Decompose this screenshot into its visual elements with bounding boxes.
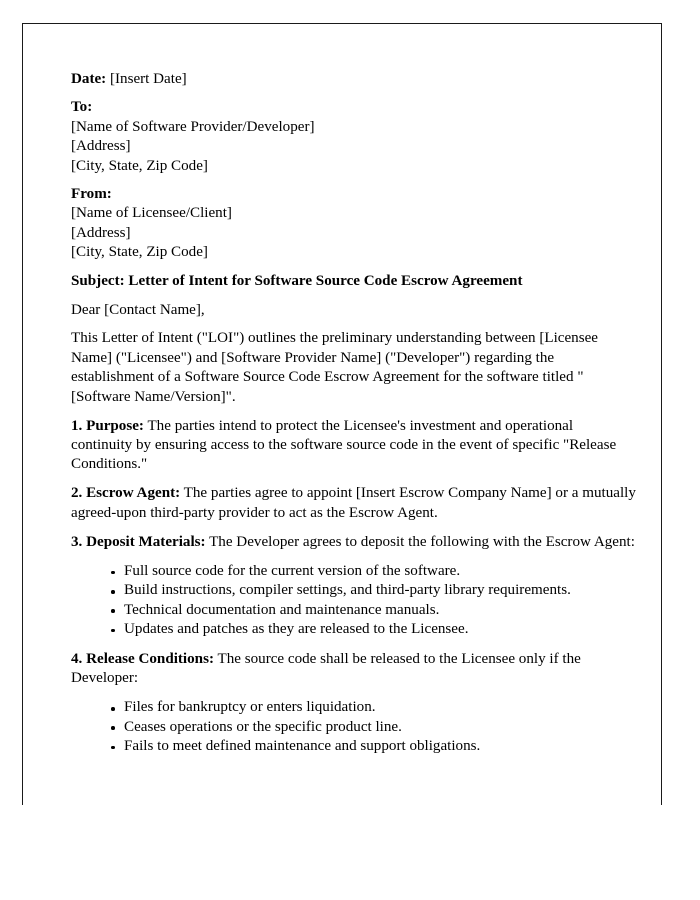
spacer — [71, 688, 636, 698]
spacer — [71, 89, 636, 98]
subject-line: Subject: Letter of Intent for Software Source Code Escrow Agreement — [71, 272, 523, 289]
date-line — [71, 70, 636, 89]
spacer — [71, 263, 636, 272]
document-body — [71, 70, 640, 757]
intro-paragraph: This Letter of Intent ("LOI") outlines the preliminary understanding between [Licensee Name] ("Licensee") and [Software Provider Name] ("Developer") regarding the establishment of a Software Source Code Escrow Agreement for the software titled " [Software Name/Version]". — [71, 330, 602, 405]
release-conditions-list — [71, 698, 636, 756]
section-3-heading: 3. Deposit Materials: — [71, 533, 206, 550]
spacer — [71, 291, 636, 301]
section-3-body: The Developer agrees to deposit the following with the Escrow Agent: — [205, 533, 635, 550]
section-4 — [71, 650, 636, 689]
spacer — [71, 407, 636, 417]
section-4-body: The source code shall be released to the Licensee only if the Developer: — [71, 650, 585, 687]
from-line-1: [Name of Licensee/Client] — [71, 205, 232, 222]
document-page-frame — [22, 23, 662, 805]
list-item: Updates and patches as they are released to the Licensee. — [111, 620, 636, 639]
from-line-3: [City, State, Zip Code] — [71, 244, 208, 261]
date-value: [Insert Date] — [109, 71, 187, 87]
spacer — [71, 640, 636, 650]
spacer — [71, 475, 636, 485]
section-1-heading: 1. Purpose: — [71, 417, 144, 434]
spacer — [71, 176, 636, 185]
section-3 — [71, 533, 636, 552]
section-1-body: The parties intend to protect the Licensee's investment and operational continuity by ensuring access to the software source code in the event of specific "Release Conditions." — [71, 417, 620, 473]
spacer — [71, 552, 636, 562]
salutation: Dear [Contact Name], — [71, 301, 205, 318]
section-2-heading: 2. Escrow Agent: — [71, 485, 181, 502]
section-2 — [71, 484, 640, 523]
spacer — [71, 320, 636, 330]
section-4-heading: 4. Release Conditions: — [71, 650, 214, 667]
to-line-2: [Address] — [71, 138, 131, 155]
to-line-3: [City, State, Zip Code] — [71, 157, 208, 174]
to-line-1: [Name of Software Provider/Developer] — [71, 118, 315, 135]
list-item: Technical documentation and maintenance manuals. — [111, 601, 636, 620]
list-item: Files for bankruptcy or enters liquidation. — [111, 698, 636, 717]
section-1 — [71, 417, 636, 475]
to-label: To: — [71, 99, 93, 116]
list-item: Full source code for the current version of the software. — [111, 562, 636, 581]
spacer — [71, 523, 636, 533]
from-line-2: [Address] — [71, 224, 131, 241]
date-label: Date: — [71, 71, 107, 87]
list-item: Ceases operations or the specific product line. — [111, 718, 636, 737]
list-item: Build instructions, compiler settings, and third-party library requirements. — [111, 581, 636, 600]
section-2-body: The parties agree to appoint [Insert Escrow Company Name] or a mutually agreed-upon third-party provider to act as the Escrow Agent. — [71, 485, 640, 521]
deposit-materials-list — [71, 562, 636, 640]
list-item: Fails to meet defined maintenance and support obligations. — [111, 737, 636, 756]
from-label: From: — [71, 186, 112, 203]
